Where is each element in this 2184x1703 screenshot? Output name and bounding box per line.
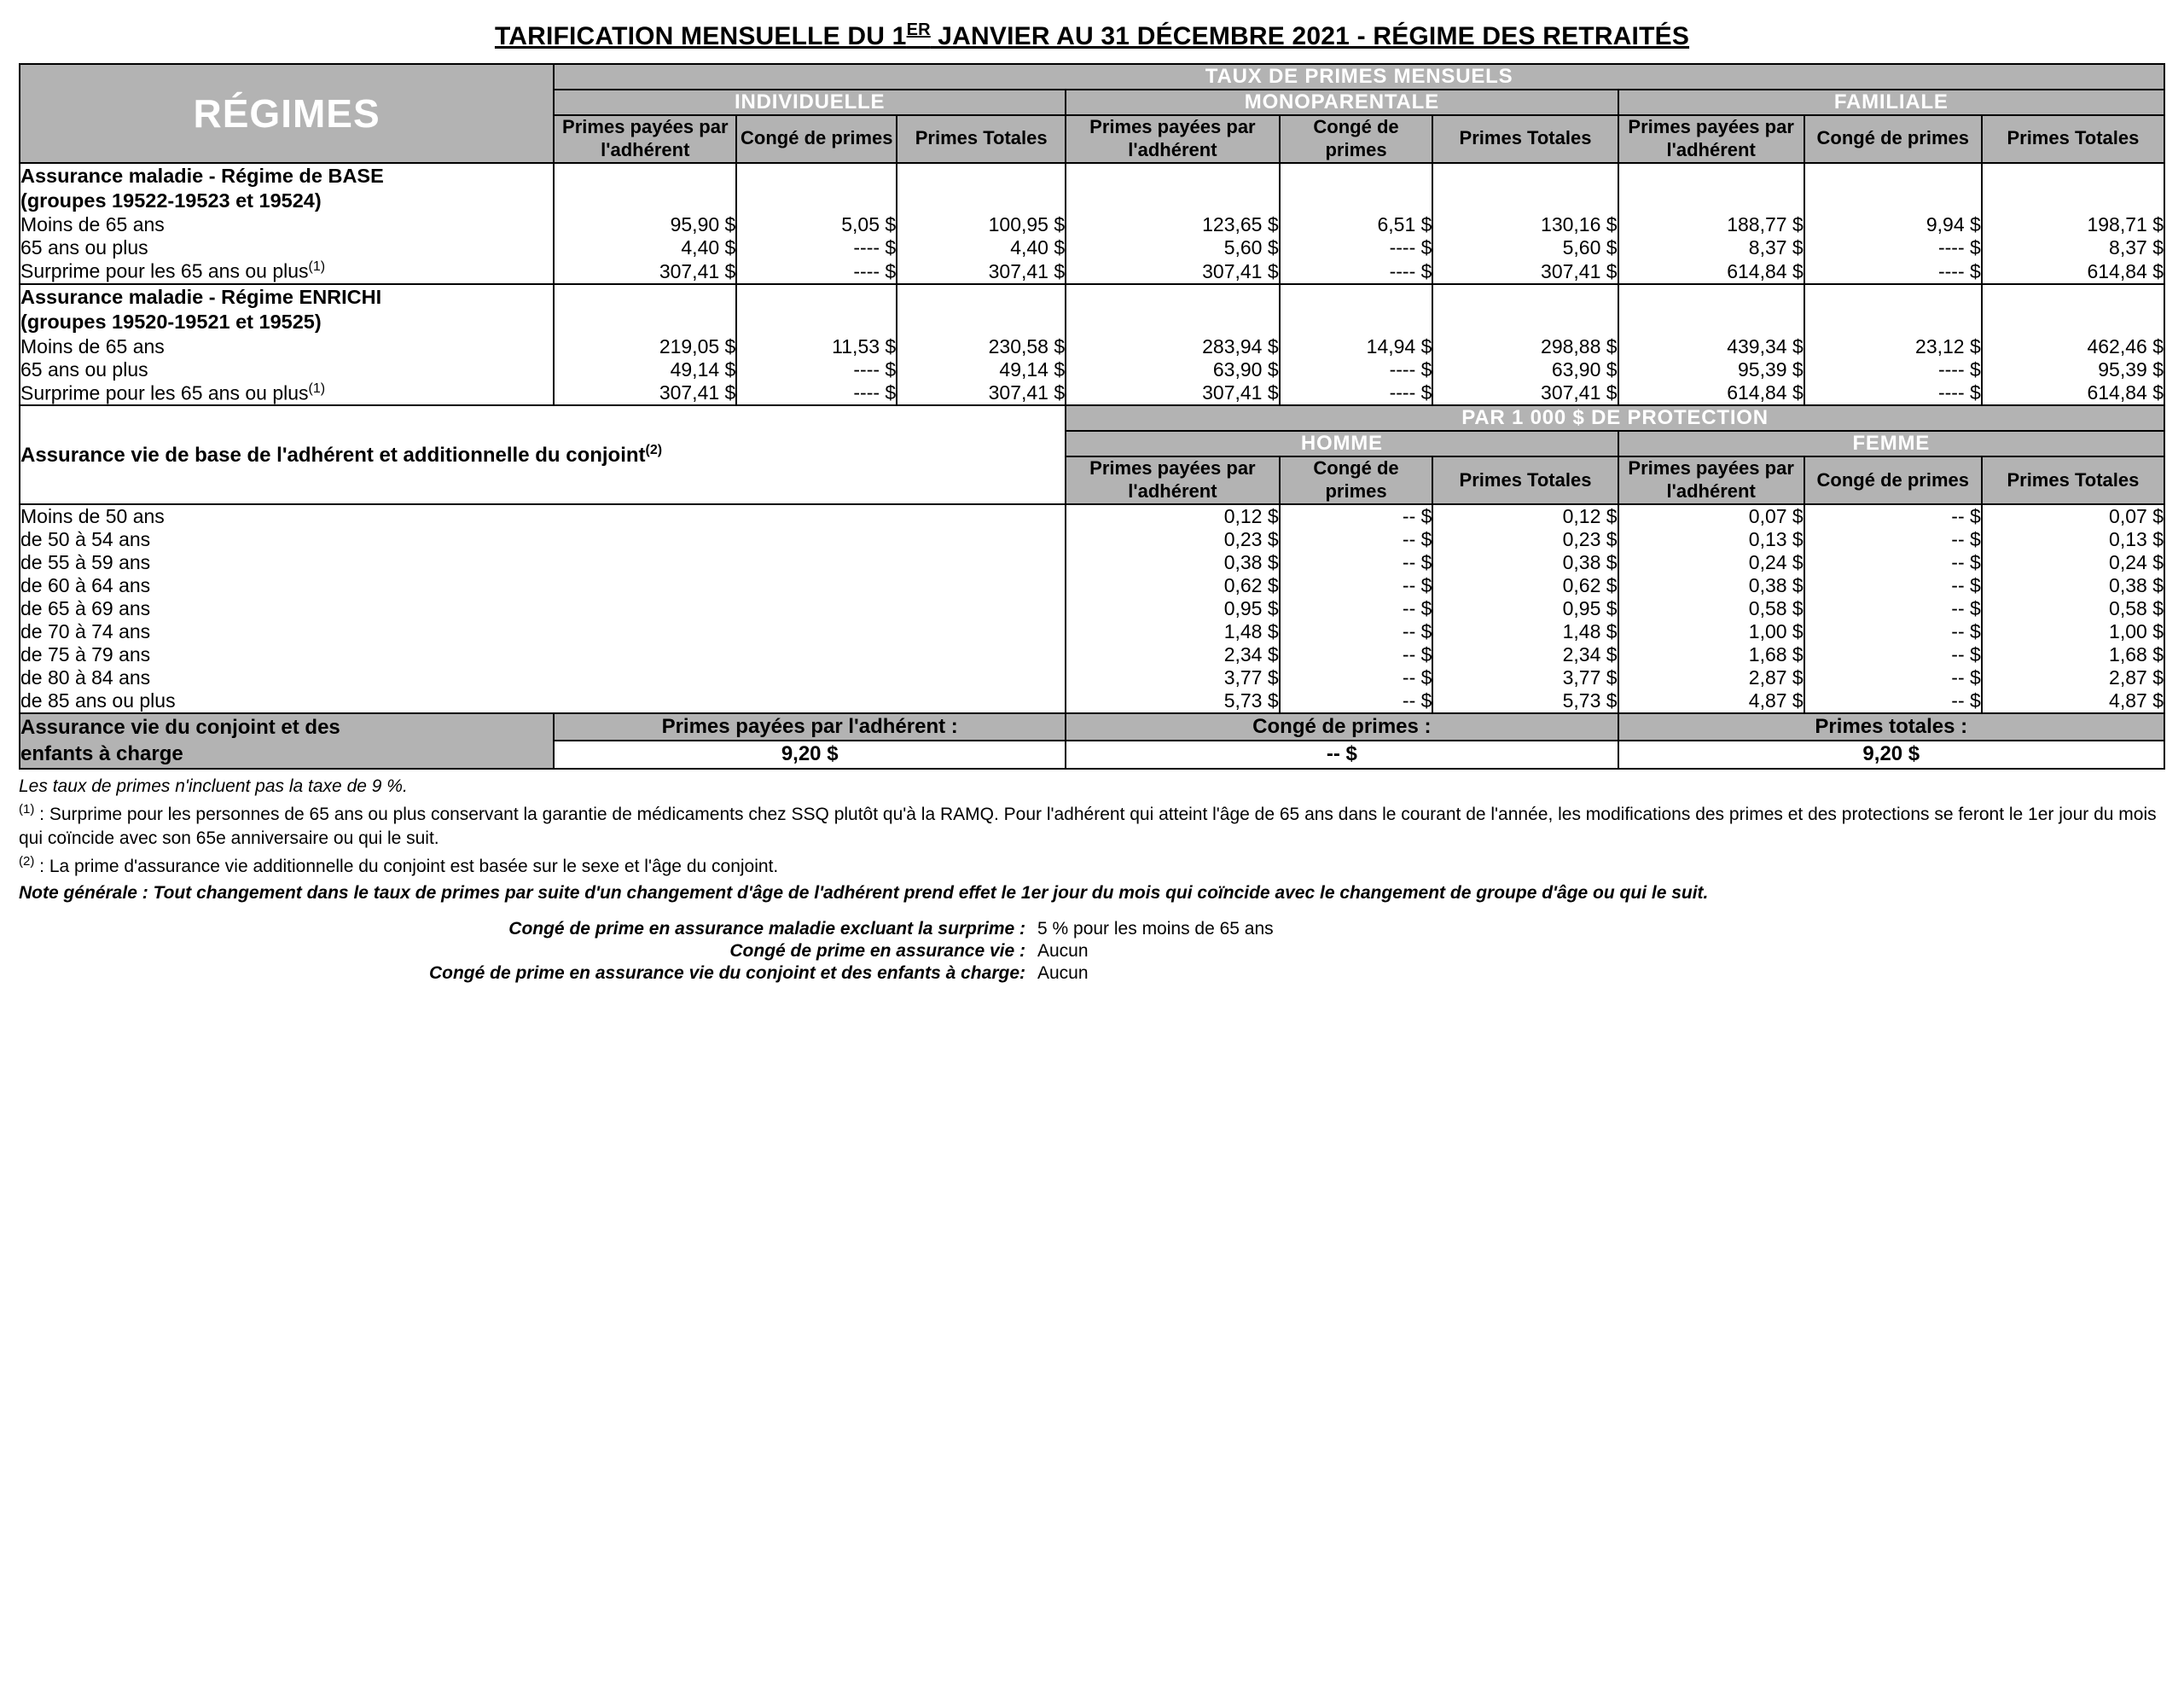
cell-enrichi-2-4: ---- $ <box>1280 381 1433 406</box>
table-row <box>20 666 2164 689</box>
cell-enrichi-1-1: ---- $ <box>736 358 897 381</box>
cell-enrichi-0-7: 23,12 $ <box>1804 335 1982 358</box>
cell-base-0-2: 100,95 $ <box>897 213 1066 236</box>
cell-vie-8-4: -- $ <box>1804 689 1982 713</box>
row-label-text: Surprime pour les 65 ans ou plus <box>20 260 309 283</box>
vie-col-conge-primes-femme: Congé de primes <box>1804 456 1982 504</box>
cell-vie-4-0: 0,95 $ <box>1066 597 1279 620</box>
cell-vie-1-5: 0,13 $ <box>1982 528 2164 551</box>
cell-enrichi-0-0: 219,05 $ <box>554 335 736 358</box>
table-row <box>20 213 2164 236</box>
vie-col-primes-adherent-homme: Primes payées par l'adhérent <box>1066 456 1279 504</box>
vie-protection-band: PAR 1 000 $ DE PROTECTION <box>1066 405 2164 431</box>
cell-enrichi-1-5: 63,90 $ <box>1432 358 1618 381</box>
col-conge-primes-mono: Congé de primes <box>1280 115 1433 163</box>
cell-vie-5-5: 1,00 $ <box>1982 620 2164 643</box>
cell-vie-3-2: 0,62 $ <box>1432 574 1618 597</box>
col-conge-primes-ind: Congé de primes <box>736 115 897 163</box>
spacer-cell <box>1432 163 1618 214</box>
cell-base-2-6: 614,84 $ <box>1618 259 1804 284</box>
cell-vie-8-1: -- $ <box>1280 689 1433 713</box>
notes-block <box>19 775 2165 906</box>
cell-base-1-1: ---- $ <box>736 236 897 259</box>
cell-vie-0-0: 0,12 $ <box>1066 504 1279 528</box>
cell-enrichi-2-0: 307,41 $ <box>554 381 736 406</box>
spacer-cell <box>1280 163 1433 214</box>
cell-base-0-6: 188,77 $ <box>1618 213 1804 236</box>
spacer-cell <box>1066 284 1279 335</box>
note-1 <box>19 801 2165 851</box>
spacer-cell <box>554 284 736 335</box>
col-conge-primes-fam: Congé de primes <box>1804 115 1982 163</box>
row-label-base-2 <box>20 259 554 284</box>
section-base-title-line2: (groupes 19522-19523 et 19524) <box>20 189 322 212</box>
col-primes-adherent-ind: Primes payées par l'adhérent <box>554 115 736 163</box>
vie-section-label-text: Assurance vie de base de l'adhérent et additionnelle du conjoint <box>20 443 646 467</box>
section-enrichi-title <box>20 284 554 335</box>
footer-value-2: Aucun <box>1037 963 1089 984</box>
col-primes-adherent-fam: Primes payées par l'adhérent <box>1618 115 1804 163</box>
cell-vie-7-3: 2,87 $ <box>1618 666 1804 689</box>
section-base-title-line1: Assurance maladie - Régime de BASE <box>20 164 384 187</box>
cell-enrichi-1-3: 63,90 $ <box>1066 358 1279 381</box>
cell-vie-5-2: 1,48 $ <box>1432 620 1618 643</box>
cell-vie-4-2: 0,95 $ <box>1432 597 1618 620</box>
table-row <box>20 689 2164 713</box>
table-row <box>20 335 2164 358</box>
vie-row-label-8: de 85 ans ou plus <box>20 689 1066 713</box>
cell-enrichi-2-7: ---- $ <box>1804 381 1982 406</box>
table-row <box>20 381 2164 406</box>
cell-vie-4-4: -- $ <box>1804 597 1982 620</box>
spacer-cell <box>1618 163 1804 214</box>
cell-enrichi-2-5: 307,41 $ <box>1432 381 1618 406</box>
table-row <box>20 551 2164 574</box>
vie-band-row <box>20 405 2164 431</box>
table-row <box>20 236 2164 259</box>
cell-enrichi-0-8: 462,46 $ <box>1982 335 2164 358</box>
cell-vie-2-2: 0,38 $ <box>1432 551 1618 574</box>
spacer-cell <box>1804 284 1982 335</box>
col-primes-totales-mono: Primes Totales <box>1432 115 1618 163</box>
spacer-cell <box>1982 284 2164 335</box>
cell-base-1-7: ---- $ <box>1804 236 1982 259</box>
col-primes-totales-ind: Primes Totales <box>897 115 1066 163</box>
row-label-text: 65 ans ou plus <box>20 357 148 381</box>
footnote-ref: (2) <box>645 442 663 457</box>
cell-enrichi-2-2: 307,41 $ <box>897 381 1066 406</box>
section-base-title <box>20 163 554 214</box>
cell-base-2-4: ---- $ <box>1280 259 1433 284</box>
spacer-cell <box>1066 163 1279 214</box>
footnote-ref: (1) <box>308 259 326 275</box>
vie-row-label-3: de 60 à 64 ans <box>20 574 1066 597</box>
cell-vie-6-4: -- $ <box>1804 643 1982 666</box>
cell-vie-6-1: -- $ <box>1280 643 1433 666</box>
cell-vie-8-3: 4,87 $ <box>1618 689 1804 713</box>
note-2 <box>19 853 2165 879</box>
cell-base-2-3: 307,41 $ <box>1066 259 1279 284</box>
row-label-text: Moins de 65 ans <box>20 213 165 236</box>
cell-enrichi-1-4: ---- $ <box>1280 358 1433 381</box>
cell-enrichi-1-6: 95,39 $ <box>1618 358 1804 381</box>
col-primes-adherent-mono: Primes payées par l'adhérent <box>1066 115 1279 163</box>
spacer-cell <box>554 163 736 214</box>
cell-enrichi-1-2: 49,14 $ <box>897 358 1066 381</box>
spacer-cell <box>1982 163 2164 214</box>
footer-row <box>19 963 2165 984</box>
cell-base-2-1: ---- $ <box>736 259 897 284</box>
footer-label-1: Congé de prime en assurance vie : <box>729 941 1025 962</box>
footer-row <box>19 919 2165 939</box>
cell-base-2-8: 614,84 $ <box>1982 259 2164 284</box>
cell-enrichi-2-3: 307,41 $ <box>1066 381 1279 406</box>
cell-base-2-5: 307,41 $ <box>1432 259 1618 284</box>
cell-base-0-8: 198,71 $ <box>1982 213 2164 236</box>
cell-vie-8-0: 5,73 $ <box>1066 689 1279 713</box>
cell-vie-3-3: 0,38 $ <box>1618 574 1804 597</box>
vie-row-label-4: de 65 à 69 ans <box>20 597 1066 620</box>
footer-list <box>19 919 2165 984</box>
vie-row-label-5: de 70 à 74 ans <box>20 620 1066 643</box>
row-label-enrichi-1 <box>20 358 554 381</box>
conjoint-label-line2: enfants à charge <box>20 742 183 766</box>
conjoint-hdr-primes-totales: Primes totales : <box>1618 713 2164 741</box>
cell-vie-4-5: 0,58 $ <box>1982 597 2164 620</box>
coverage-monoparentale: MONOPARENTALE <box>1066 90 1618 115</box>
cell-vie-5-4: -- $ <box>1804 620 1982 643</box>
vie-row-label-7: de 80 à 84 ans <box>20 666 1066 689</box>
cell-base-1-8: 8,37 $ <box>1982 236 2164 259</box>
vie-col-primes-totales-homme: Primes Totales <box>1432 456 1618 504</box>
cell-base-1-4: ---- $ <box>1280 236 1433 259</box>
coverage-familiale: FAMILIALE <box>1618 90 2164 115</box>
cell-enrichi-0-6: 439,34 $ <box>1618 335 1804 358</box>
conjoint-val-conge-primes: -- $ <box>1066 741 1618 768</box>
row-label-text: Moins de 65 ans <box>20 334 165 357</box>
cell-enrichi-0-2: 230,58 $ <box>897 335 1066 358</box>
regimes-header: RÉGIMES <box>20 64 554 163</box>
section-enrichi-title-row <box>20 284 2164 335</box>
cell-vie-7-5: 2,87 $ <box>1982 666 2164 689</box>
row-label-enrichi-2 <box>20 381 554 406</box>
cell-vie-0-3: 0,07 $ <box>1618 504 1804 528</box>
footnote-marker-1: (1) <box>19 801 35 817</box>
cell-base-1-0: 4,40 $ <box>554 236 736 259</box>
note-1-text: : Surprime pour les personnes de 65 ans ou plus conservant la garantie de médicaments chez SSQ plutôt qu'à la RAMQ. Pour l'adhérent qui atteint l'âge de 65 ans dans le courant de l'année, les modifications des primes et des protections se feront le 1er jour du mois qui coïncide avec son 65e anniversaire ou qui le suit. <box>19 804 2157 848</box>
cell-enrichi-0-1: 11,53 $ <box>736 335 897 358</box>
cell-vie-5-1: -- $ <box>1280 620 1433 643</box>
section-base-title-row <box>20 163 2164 214</box>
header-row-band <box>20 64 2164 90</box>
cell-base-0-1: 5,05 $ <box>736 213 897 236</box>
cell-vie-8-2: 5,73 $ <box>1432 689 1618 713</box>
cell-vie-0-4: -- $ <box>1804 504 1982 528</box>
conjoint-hdr-conge-primes: Congé de primes : <box>1066 713 1618 741</box>
table-row <box>20 504 2164 528</box>
spacer-cell <box>736 284 897 335</box>
cell-vie-3-4: -- $ <box>1804 574 1982 597</box>
vie-gender-homme: HOMME <box>1066 431 1618 456</box>
cell-vie-0-5: 0,07 $ <box>1982 504 2164 528</box>
section-enrichi-title-line2: (groupes 19520-19521 et 19525) <box>20 311 322 334</box>
cell-vie-2-1: -- $ <box>1280 551 1433 574</box>
rates-table <box>19 63 2165 770</box>
cell-vie-3-1: -- $ <box>1280 574 1433 597</box>
cell-vie-7-1: -- $ <box>1280 666 1433 689</box>
cell-base-2-2: 307,41 $ <box>897 259 1066 284</box>
vie-col-conge-primes-homme: Congé de primes <box>1280 456 1433 504</box>
cell-vie-7-2: 3,77 $ <box>1432 666 1618 689</box>
footnote-marker-2: (2) <box>19 853 35 869</box>
cell-vie-5-3: 1,00 $ <box>1618 620 1804 643</box>
cell-vie-2-4: -- $ <box>1804 551 1982 574</box>
footnote-ref: (1) <box>308 381 326 396</box>
cell-vie-5-0: 1,48 $ <box>1066 620 1279 643</box>
cell-enrichi-0-3: 283,94 $ <box>1066 335 1279 358</box>
cell-vie-4-1: -- $ <box>1280 597 1433 620</box>
spacer-cell <box>1280 284 1433 335</box>
vie-gender-femme: FEMME <box>1618 431 2164 456</box>
page-title <box>19 20 2165 51</box>
cell-vie-1-2: 0,23 $ <box>1432 528 1618 551</box>
spacer-cell <box>1618 284 1804 335</box>
cell-enrichi-1-8: 95,39 $ <box>1982 358 2164 381</box>
col-primes-totales-fam: Primes Totales <box>1982 115 2164 163</box>
cell-base-2-7: ---- $ <box>1804 259 1982 284</box>
section-enrichi-title-line1: Assurance maladie - Régime ENRICHI <box>20 286 382 309</box>
footer-label-2: Congé de prime en assurance vie du conjoint et des enfants à charge: <box>428 963 1025 984</box>
cell-vie-1-0: 0,23 $ <box>1066 528 1279 551</box>
row-label-text: Surprime pour les 65 ans ou plus <box>20 381 309 404</box>
spacer-cell <box>897 163 1066 214</box>
cell-vie-6-3: 1,68 $ <box>1618 643 1804 666</box>
cell-base-1-3: 5,60 $ <box>1066 236 1279 259</box>
cell-vie-6-0: 2,34 $ <box>1066 643 1279 666</box>
spacer-cell <box>897 284 1066 335</box>
coverage-individuelle: INDIVIDUELLE <box>554 90 1066 115</box>
table-row <box>20 358 2164 381</box>
cell-base-1-6: 8,37 $ <box>1618 236 1804 259</box>
vie-row-label-1: de 50 à 54 ans <box>20 528 1066 551</box>
cell-vie-4-3: 0,58 $ <box>1618 597 1804 620</box>
vie-section-label <box>20 405 1066 504</box>
row-label-enrichi-0 <box>20 335 554 358</box>
taux-band-header: TAUX DE PRIMES MENSUELS <box>554 64 2164 90</box>
row-label-base-0 <box>20 213 554 236</box>
conjoint-label-line1: Assurance vie du conjoint et des <box>20 716 340 740</box>
table-row <box>20 597 2164 620</box>
cell-base-1-2: 4,40 $ <box>897 236 1066 259</box>
spacer-cell <box>736 163 897 214</box>
cell-base-0-0: 95,90 $ <box>554 213 736 236</box>
cell-vie-0-2: 0,12 $ <box>1432 504 1618 528</box>
row-label-base-1 <box>20 236 554 259</box>
note-tax: Les taux de primes n'incluent pas la taxe de 9 %. <box>19 776 408 796</box>
cell-vie-2-3: 0,24 $ <box>1618 551 1804 574</box>
vie-col-primes-adherent-femme: Primes payées par l'adhérent <box>1618 456 1804 504</box>
cell-base-2-0: 307,41 $ <box>554 259 736 284</box>
vie-row-label-2: de 55 à 59 ans <box>20 551 1066 574</box>
vie-row-label-6: de 75 à 79 ans <box>20 643 1066 666</box>
cell-enrichi-2-6: 614,84 $ <box>1618 381 1804 406</box>
cell-enrichi-1-7: ---- $ <box>1804 358 1982 381</box>
footer-row <box>19 941 2165 962</box>
row-label-text: 65 ans ou plus <box>20 236 148 259</box>
vie-row-label-0: Moins de 50 ans <box>20 504 1066 528</box>
cell-vie-3-0: 0,62 $ <box>1066 574 1279 597</box>
cell-enrichi-2-8: 614,84 $ <box>1982 381 2164 406</box>
cell-vie-6-2: 2,34 $ <box>1432 643 1618 666</box>
footer-label-0: Congé de prime en assurance maladie excluant la surprime : <box>508 919 1025 939</box>
cell-enrichi-0-4: 14,94 $ <box>1280 335 1433 358</box>
cell-base-0-7: 9,94 $ <box>1804 213 1982 236</box>
cell-base-0-5: 130,16 $ <box>1432 213 1618 236</box>
page-title-post: JANVIER AU 31 DÉCEMBRE 2021 - RÉGIME DES RETRAITÉS <box>930 22 1690 50</box>
cell-enrichi-2-1: ---- $ <box>736 381 897 406</box>
note-2-text: : La prime d'assurance vie additionnelle du conjoint est basée sur le sexe et l'âge du conjoint. <box>34 856 779 876</box>
cell-vie-1-1: -- $ <box>1280 528 1433 551</box>
cell-vie-6-5: 1,68 $ <box>1982 643 2164 666</box>
cell-vie-1-3: 0,13 $ <box>1618 528 1804 551</box>
table-row <box>20 643 2164 666</box>
conjoint-val-primes-totales: 9,20 $ <box>1618 741 2164 768</box>
page-title-pre: TARIFICATION MENSUELLE DU 1 <box>494 22 907 50</box>
cell-vie-2-5: 0,24 $ <box>1982 551 2164 574</box>
note-generale: Note générale : Tout changement dans le taux de primes par suite d'un changement d'âge de l'adhérent prend effet le 1er jour du mois qui coïncide avec le changement de groupe d'âge ou qui le suit. <box>19 883 1709 903</box>
table-row <box>20 528 2164 551</box>
conjoint-label <box>20 713 554 768</box>
table-row <box>20 620 2164 643</box>
cell-vie-7-4: -- $ <box>1804 666 1982 689</box>
cell-vie-7-0: 3,77 $ <box>1066 666 1279 689</box>
spacer-cell <box>1432 284 1618 335</box>
cell-vie-1-4: -- $ <box>1804 528 1982 551</box>
footer-value-1: Aucun <box>1037 941 1089 962</box>
page-title-sup: ER <box>906 20 931 39</box>
table-row <box>20 259 2164 284</box>
spacer-cell <box>1804 163 1982 214</box>
cell-base-0-3: 123,65 $ <box>1066 213 1279 236</box>
conjoint-val-primes-adherent: 9,20 $ <box>554 741 1066 768</box>
cell-vie-0-1: -- $ <box>1280 504 1433 528</box>
cell-enrichi-1-0: 49,14 $ <box>554 358 736 381</box>
cell-base-1-5: 5,60 $ <box>1432 236 1618 259</box>
cell-vie-8-5: 4,87 $ <box>1982 689 2164 713</box>
conjoint-header-row <box>20 713 2164 741</box>
footer-value-0: 5 % pour les moins de 65 ans <box>1037 919 1274 939</box>
vie-col-primes-totales-femme: Primes Totales <box>1982 456 2164 504</box>
cell-enrichi-0-5: 298,88 $ <box>1432 335 1618 358</box>
table-row <box>20 574 2164 597</box>
cell-vie-2-0: 0,38 $ <box>1066 551 1279 574</box>
conjoint-hdr-primes-adherent: Primes payées par l'adhérent : <box>554 713 1066 741</box>
cell-vie-3-5: 0,38 $ <box>1982 574 2164 597</box>
cell-base-0-4: 6,51 $ <box>1280 213 1433 236</box>
